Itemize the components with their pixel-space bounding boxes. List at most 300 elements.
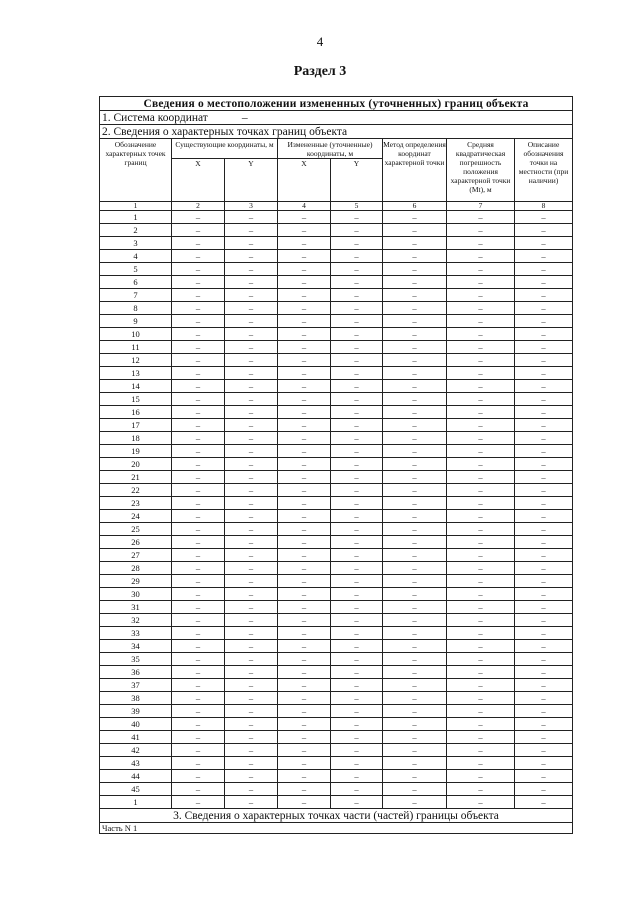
empty-value-cell <box>278 419 331 432</box>
section-title: Раздел 3 <box>293 64 347 79</box>
empty-value-cell <box>515 250 573 263</box>
point-designation: 37 <box>100 679 172 692</box>
empty-value-cell <box>515 224 573 237</box>
empty-value-cell <box>383 783 447 796</box>
empty-value-cell <box>331 341 383 354</box>
empty-value-cell <box>331 744 383 757</box>
dash-mark: – <box>478 237 483 248</box>
empty-value-cell <box>278 718 331 731</box>
empty-value-cell <box>225 588 278 601</box>
empty-value-cell <box>447 289 515 302</box>
dash-mark: – <box>478 770 483 781</box>
dash-mark: – <box>541 666 546 677</box>
dash-mark: – <box>541 601 546 612</box>
point-designation: 4 <box>100 250 172 263</box>
empty-value-cell <box>515 484 573 497</box>
dash-mark: – <box>195 328 201 339</box>
point-designation: 18 <box>100 432 172 445</box>
dash-mark: – <box>248 445 254 456</box>
empty-value-cell <box>383 380 447 393</box>
dash-mark: – <box>478 497 483 508</box>
empty-value-cell <box>383 757 447 770</box>
dash-mark: – <box>195 718 201 729</box>
empty-value-cell <box>225 432 278 445</box>
dash-mark: – <box>248 458 254 469</box>
dash-mark: – <box>195 354 201 365</box>
empty-value-cell <box>331 406 383 419</box>
empty-value-cell <box>515 328 573 341</box>
empty-value-cell <box>225 718 278 731</box>
dash-mark: – <box>195 224 201 235</box>
empty-value-cell <box>278 276 331 289</box>
dash-mark: – <box>301 705 307 716</box>
empty-value-cell <box>383 419 447 432</box>
table-row <box>100 679 573 692</box>
dash-mark: – <box>478 640 483 651</box>
dash-mark: – <box>541 315 546 326</box>
empty-value-cell <box>278 341 331 354</box>
empty-value-cell <box>447 445 515 458</box>
header-existing-x: X <box>172 159 225 202</box>
dash-mark: – <box>301 627 307 638</box>
empty-value-cell <box>225 497 278 510</box>
dash-mark: – <box>248 744 254 755</box>
point-designation: 39 <box>100 705 172 718</box>
dash-mark: – <box>412 224 417 235</box>
empty-value-cell <box>515 497 573 510</box>
empty-value-cell <box>278 731 331 744</box>
empty-value-cell <box>515 666 573 679</box>
empty-value-cell <box>172 666 225 679</box>
dash-mark: – <box>248 237 254 248</box>
empty-value-cell <box>172 224 225 237</box>
point-designation: 45 <box>100 783 172 796</box>
dash-mark: – <box>541 406 546 417</box>
dash-mark: – <box>195 783 201 794</box>
empty-value-cell <box>172 588 225 601</box>
table-row <box>100 744 573 757</box>
dash-mark: – <box>412 276 417 287</box>
dash-mark: – <box>248 653 254 664</box>
empty-value-cell <box>331 549 383 562</box>
dash-mark: – <box>301 211 307 222</box>
table-row <box>100 588 573 601</box>
empty-value-cell <box>278 328 331 341</box>
empty-value-cell <box>172 263 225 276</box>
dash-mark: – <box>478 445 483 456</box>
column-number: 2 <box>172 202 225 211</box>
dash-mark: – <box>301 783 307 794</box>
dash-mark: – <box>354 419 359 430</box>
empty-value-cell <box>515 237 573 250</box>
dash-mark: – <box>478 575 483 586</box>
dash-mark: – <box>412 510 417 521</box>
empty-value-cell <box>331 315 383 328</box>
empty-value-cell <box>172 406 225 419</box>
point-designation: 7 <box>100 289 172 302</box>
dash-mark: – <box>301 497 307 508</box>
dash-mark: – <box>301 315 307 326</box>
dash-mark: – <box>301 640 307 651</box>
dash-mark: – <box>412 601 417 612</box>
empty-value-cell <box>447 744 515 757</box>
dash-mark: – <box>195 302 201 313</box>
empty-value-cell <box>172 354 225 367</box>
dash-mark: – <box>412 367 417 378</box>
dash-mark: – <box>478 315 483 326</box>
dash-mark: – <box>354 224 359 235</box>
dash-mark: – <box>354 783 359 794</box>
empty-value-cell <box>447 653 515 666</box>
dash-mark: – <box>412 445 417 456</box>
empty-value-cell <box>172 640 225 653</box>
empty-value-cell <box>331 718 383 731</box>
dash-mark: – <box>478 211 483 222</box>
dash-mark: – <box>301 224 307 235</box>
dash-mark: – <box>301 406 307 417</box>
dash-mark: – <box>541 341 546 352</box>
dash-mark: – <box>195 432 201 443</box>
dash-mark: – <box>195 770 201 781</box>
dash-mark: – <box>248 224 254 235</box>
dash-mark: – <box>354 211 359 222</box>
empty-value-cell <box>447 588 515 601</box>
dash-mark: – <box>354 484 359 495</box>
empty-value-cell <box>172 484 225 497</box>
dash-mark: – <box>195 341 201 352</box>
empty-value-cell <box>172 796 225 809</box>
point-designation: 11 <box>100 341 172 354</box>
dash-mark: – <box>195 471 201 482</box>
table-row <box>100 614 573 627</box>
dash-mark: – <box>412 549 417 560</box>
dash-mark: – <box>541 627 546 638</box>
empty-value-cell <box>331 562 383 575</box>
column-number: 1 <box>100 202 172 211</box>
column-numbers-row <box>100 202 573 211</box>
empty-value-cell <box>225 562 278 575</box>
header-existing-y: Y <box>225 159 278 202</box>
dash-mark: – <box>541 484 546 495</box>
header-changed-x: X <box>278 159 331 202</box>
dash-mark: – <box>354 549 359 560</box>
dash-mark: – <box>354 744 359 755</box>
empty-value-cell <box>225 224 278 237</box>
empty-value-cell <box>225 406 278 419</box>
dash-mark: – <box>301 731 307 742</box>
dash-mark: – <box>478 471 483 482</box>
empty-value-cell <box>383 523 447 536</box>
empty-value-cell <box>383 393 447 406</box>
empty-value-cell <box>447 328 515 341</box>
dash-mark: – <box>354 718 359 729</box>
dash-mark: – <box>301 796 307 807</box>
point-designation: 10 <box>100 328 172 341</box>
dash-mark: – <box>412 575 417 586</box>
empty-value-cell <box>278 510 331 523</box>
point-designation: 41 <box>100 731 172 744</box>
dash-mark: – <box>248 276 254 287</box>
dash-mark: – <box>195 575 201 586</box>
dash-mark: – <box>195 276 201 287</box>
empty-value-cell <box>331 224 383 237</box>
empty-value-cell <box>278 380 331 393</box>
table-row <box>100 653 573 666</box>
dash-mark: – <box>301 237 307 248</box>
empty-value-cell <box>225 744 278 757</box>
dash-mark: – <box>301 432 307 443</box>
table-row <box>100 575 573 588</box>
empty-value-cell <box>172 289 225 302</box>
dash-mark: – <box>195 263 201 274</box>
dash-mark: – <box>195 458 201 469</box>
empty-value-cell <box>278 653 331 666</box>
empty-value-cell <box>278 575 331 588</box>
table-row <box>100 315 573 328</box>
empty-value-cell <box>278 354 331 367</box>
empty-value-cell <box>278 523 331 536</box>
empty-value-cell <box>331 575 383 588</box>
empty-value-cell <box>331 653 383 666</box>
dash-mark: – <box>195 666 201 677</box>
empty-value-cell <box>383 224 447 237</box>
dash-mark: – <box>248 770 254 781</box>
dash-mark: – <box>412 653 417 664</box>
dash-mark: – <box>354 510 359 521</box>
empty-value-cell <box>278 614 331 627</box>
dash-mark: – <box>195 484 201 495</box>
empty-value-cell <box>225 315 278 328</box>
dash-mark: – <box>541 354 546 365</box>
table-row <box>100 796 573 809</box>
empty-value-cell <box>331 640 383 653</box>
dash-mark: – <box>354 588 359 599</box>
empty-value-cell <box>225 627 278 640</box>
dash-mark: – <box>541 614 546 625</box>
dash-mark: – <box>195 445 201 456</box>
empty-value-cell <box>515 718 573 731</box>
empty-value-cell <box>447 497 515 510</box>
dash-mark: – <box>248 718 254 729</box>
empty-value-cell <box>172 432 225 445</box>
dash-mark: – <box>248 731 254 742</box>
dash-mark: – <box>301 419 307 430</box>
empty-value-cell <box>515 432 573 445</box>
empty-value-cell <box>225 289 278 302</box>
dash-mark: – <box>248 367 254 378</box>
empty-value-cell <box>172 705 225 718</box>
dash-mark: – <box>248 263 254 274</box>
dash-mark: – <box>478 757 483 768</box>
empty-value-cell <box>225 783 278 796</box>
dash-mark: – <box>354 666 359 677</box>
empty-value-cell <box>172 770 225 783</box>
dash-mark: – <box>478 588 483 599</box>
dash-mark: – <box>541 744 546 755</box>
empty-value-cell <box>447 575 515 588</box>
empty-value-cell <box>383 484 447 497</box>
dash-mark: – <box>195 614 201 625</box>
dash-mark: – <box>195 705 201 716</box>
dash-mark: – <box>412 237 417 248</box>
dash-mark: – <box>354 562 359 573</box>
empty-value-cell <box>278 406 331 419</box>
empty-value-cell <box>225 276 278 289</box>
empty-value-cell <box>447 640 515 653</box>
dash-mark: – <box>354 276 359 287</box>
empty-value-cell <box>447 276 515 289</box>
empty-value-cell <box>331 354 383 367</box>
empty-value-cell <box>278 289 331 302</box>
empty-value-cell <box>383 341 447 354</box>
empty-value-cell <box>225 731 278 744</box>
empty-value-cell <box>383 679 447 692</box>
empty-value-cell <box>331 757 383 770</box>
dash-mark: – <box>248 536 254 547</box>
dash-mark: – <box>478 263 483 274</box>
dash-mark: – <box>248 783 254 794</box>
empty-value-cell <box>172 731 225 744</box>
dash-mark: – <box>541 445 546 456</box>
empty-value-cell <box>225 614 278 627</box>
dash-mark: – <box>301 484 307 495</box>
dash-mark: – <box>248 471 254 482</box>
empty-value-cell <box>515 315 573 328</box>
header-changed-y: Y <box>331 159 383 202</box>
dash-mark: – <box>248 705 254 716</box>
table-row <box>100 731 573 744</box>
dash-mark: – <box>541 211 546 222</box>
column-number: 4 <box>278 202 331 211</box>
dash-mark: – <box>195 289 201 300</box>
empty-value-cell <box>447 354 515 367</box>
empty-value-cell <box>383 328 447 341</box>
dash-mark: – <box>478 627 483 638</box>
empty-value-cell <box>383 250 447 263</box>
point-designation: 9 <box>100 315 172 328</box>
dash-mark: – <box>248 315 254 326</box>
empty-value-cell <box>225 471 278 484</box>
dash-mark: – <box>354 367 359 378</box>
column-number: 6 <box>383 202 447 211</box>
dash-mark: – <box>478 393 483 404</box>
dash-mark: – <box>412 692 417 703</box>
empty-value-cell <box>515 263 573 276</box>
dash-mark: – <box>301 458 307 469</box>
dash-mark: – <box>301 302 307 313</box>
empty-value-cell <box>383 718 447 731</box>
empty-value-cell <box>278 471 331 484</box>
point-designation: 32 <box>100 614 172 627</box>
dash-mark: – <box>412 289 417 300</box>
empty-value-cell <box>383 575 447 588</box>
empty-value-cell <box>278 211 331 224</box>
empty-value-cell <box>172 211 225 224</box>
empty-value-cell <box>447 211 515 224</box>
dash-mark: – <box>541 237 546 248</box>
empty-value-cell <box>172 419 225 432</box>
dash-mark: – <box>195 237 201 248</box>
empty-value-cell <box>383 237 447 250</box>
dash-mark: – <box>248 302 254 313</box>
dash-mark: – <box>478 341 483 352</box>
point-designation: 1 <box>100 211 172 224</box>
empty-value-cell <box>172 276 225 289</box>
empty-value-cell <box>278 679 331 692</box>
empty-value-cell <box>225 354 278 367</box>
empty-value-cell <box>515 770 573 783</box>
empty-value-cell <box>447 367 515 380</box>
dash-mark: – <box>301 276 307 287</box>
dash-mark: – <box>195 588 201 599</box>
point-designation: 42 <box>100 744 172 757</box>
point-designation: 44 <box>100 770 172 783</box>
empty-value-cell <box>278 315 331 328</box>
empty-value-cell <box>447 549 515 562</box>
header-changed-coords: Измененные (уточненные) координаты, м <box>278 139 383 159</box>
dash-mark: – <box>354 471 359 482</box>
table-row <box>100 471 573 484</box>
dash-mark: – <box>541 523 546 534</box>
dash-mark: – <box>195 250 201 261</box>
dash-mark: – <box>354 692 359 703</box>
dash-mark: – <box>541 380 546 391</box>
empty-value-cell <box>278 367 331 380</box>
empty-value-cell <box>172 445 225 458</box>
dash-mark: – <box>478 458 483 469</box>
empty-value-cell <box>225 510 278 523</box>
empty-value-cell <box>331 536 383 549</box>
point-designation: 12 <box>100 354 172 367</box>
dash-mark: – <box>248 614 254 625</box>
dash-mark: – <box>195 653 201 664</box>
dash-mark: – <box>354 536 359 547</box>
empty-value-cell <box>383 692 447 705</box>
empty-value-cell <box>331 276 383 289</box>
empty-value-cell <box>515 705 573 718</box>
dash-mark: – <box>248 640 254 651</box>
dash-mark: – <box>478 731 483 742</box>
dash-mark: – <box>301 575 307 586</box>
dash-mark: – <box>354 458 359 469</box>
empty-value-cell <box>383 601 447 614</box>
dash-mark: – <box>195 211 201 222</box>
dash-mark: – <box>478 328 483 339</box>
dash-mark: – <box>541 510 546 521</box>
empty-value-cell <box>172 393 225 406</box>
empty-value-cell <box>278 393 331 406</box>
dash-mark: – <box>478 705 483 716</box>
point-designation: 6 <box>100 276 172 289</box>
dash-mark: – <box>248 393 254 404</box>
empty-value-cell <box>278 497 331 510</box>
empty-value-cell <box>515 523 573 536</box>
dash-mark: – <box>301 679 307 690</box>
boundary-points-table <box>99 96 573 834</box>
empty-value-cell <box>225 328 278 341</box>
table-row <box>100 406 573 419</box>
table-row <box>100 263 573 276</box>
empty-value-cell <box>331 211 383 224</box>
point-designation: 15 <box>100 393 172 406</box>
empty-value-cell <box>515 536 573 549</box>
empty-value-cell <box>225 653 278 666</box>
dash-mark: – <box>301 744 307 755</box>
empty-value-cell <box>331 601 383 614</box>
empty-value-cell <box>331 380 383 393</box>
dash-mark: – <box>541 575 546 586</box>
dash-mark: – <box>541 549 546 560</box>
